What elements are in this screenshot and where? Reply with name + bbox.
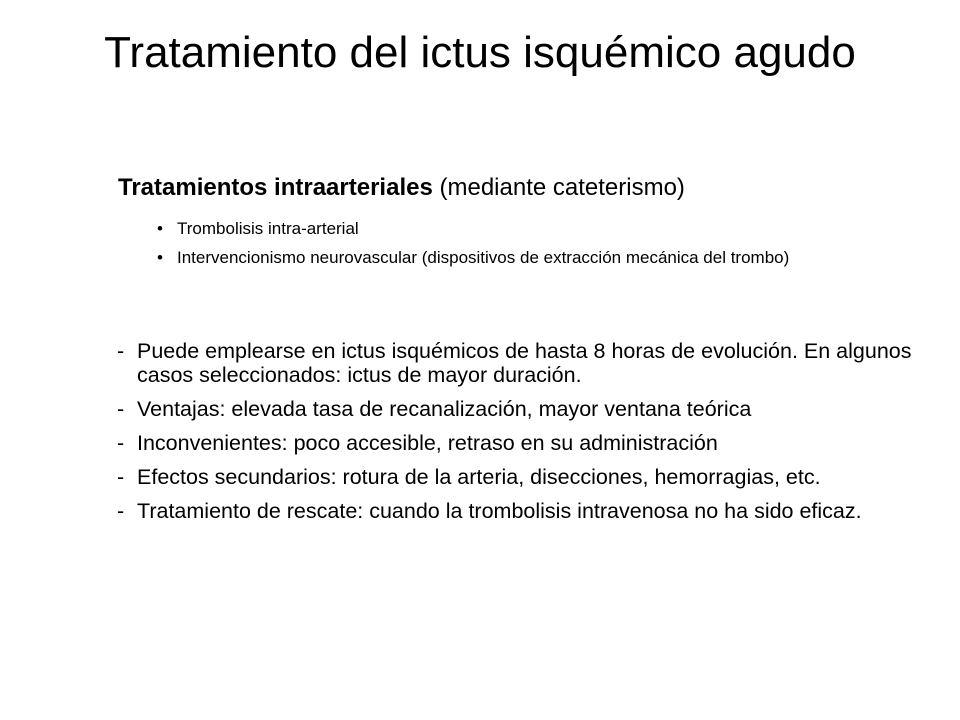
bullet-item bbox=[157, 218, 827, 239]
section-heading bbox=[118, 173, 685, 203]
dash-marker: - bbox=[117, 499, 125, 523]
bullet-text: Trombolisis intra-arterial bbox=[177, 219, 359, 238]
dash-item bbox=[117, 339, 917, 387]
dash-marker: - bbox=[117, 397, 125, 421]
dash-item bbox=[117, 431, 917, 455]
dash-item bbox=[117, 465, 917, 489]
dash-text: Ventajas: elevada tasa de recanalización, mayor ventana teórica bbox=[137, 397, 752, 421]
bullet-marker: • bbox=[157, 219, 163, 238]
section-heading-rest: (mediante cateterismo) bbox=[432, 174, 685, 201]
dash-text: Inconvenientes: poco accesible, retraso en su administración bbox=[137, 431, 718, 455]
dash-item bbox=[117, 397, 917, 421]
dash-marker: - bbox=[117, 339, 125, 363]
dash-text: Puede emplearse en ictus isquémicos de hasta 8 horas de evolución. En algunos casos seleccionados: ictus de mayor duración. bbox=[137, 339, 912, 387]
section-heading-bold: Tratamientos intraarteriales bbox=[118, 174, 433, 201]
dash-item bbox=[117, 499, 917, 523]
dash-text: Tratamiento de rescate: cuando la trombolisis intravenosa no ha sido eficaz. bbox=[137, 499, 862, 523]
slide-title: Tratamiento del ictus isquémico agudo bbox=[104, 28, 856, 77]
bullet-text: Intervencionismo neurovascular (dispositivos de extracción mecánica del trombo) bbox=[177, 248, 790, 267]
bullet-marker: • bbox=[157, 248, 163, 267]
dash-marker: - bbox=[117, 465, 125, 489]
bullet-list bbox=[157, 218, 827, 276]
dash-text: Efectos secundarios: rotura de la arteria, disecciones, hemorragias, etc. bbox=[137, 465, 821, 489]
dash-list bbox=[117, 339, 917, 533]
bullet-item bbox=[157, 247, 827, 268]
dash-marker: - bbox=[117, 431, 125, 455]
